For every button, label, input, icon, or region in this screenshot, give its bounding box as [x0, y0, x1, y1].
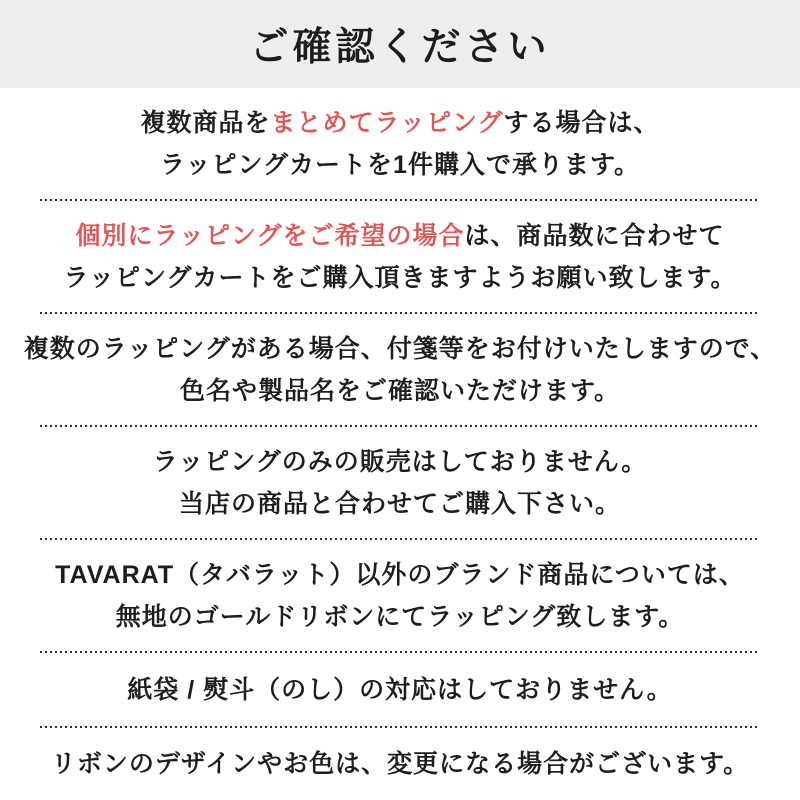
notice-text-segment: リボンのデザインやお色は、変更になる場合がございます。 [50, 750, 750, 778]
notice-section-ribbon-design-change [0, 728, 800, 800]
highlight-red-text: まとめてラッピング [270, 108, 504, 137]
notice-text-segment: ラッピングカートを1件購入で承ります。 [160, 150, 640, 179]
notice-text-segment: 複数のラッピングがある場合、付箋等をお付けいたしますので、 [23, 334, 777, 363]
notice-text-segment: は、商品数に合わせて [464, 221, 725, 250]
notice-section-no-paper-bag-noshi [0, 653, 800, 726]
notice-text-segment: ラッピングカートをご購入頂きますようお願い致します。 [63, 263, 737, 292]
notice-section-no-wrapping-only-sales [0, 427, 800, 538]
notice-line [140, 102, 659, 144]
notice-line [127, 669, 672, 711]
notice-text-segment: 紙袋 / 熨斗（のし）の対応はしておりません。 [127, 675, 673, 704]
notice-header [0, 0, 800, 88]
notice-text-segment: TAVARAT（タバラット）以外のブランド商品については、 [55, 560, 745, 589]
notice-line [160, 144, 640, 186]
notice-text-segment: 当店の商品と合わせてご購入下さい。 [178, 489, 621, 518]
notice-line [75, 215, 724, 257]
notice-text-segment: ラッピングのみの販売はしておりません。 [152, 447, 648, 476]
notice-line [24, 328, 777, 370]
notice-line [180, 370, 620, 412]
notice-line [116, 596, 685, 638]
notice-text-segment: 無地のゴールドリボンにてラッピング致します。 [115, 602, 685, 631]
notice-section-bulk-wrapping [0, 88, 800, 199]
page-title: ご確認ください [249, 26, 551, 69]
notice-line [55, 554, 745, 596]
notice-line [51, 743, 749, 785]
notice-line [63, 257, 736, 299]
notice-text-segment: 色名や製品名をご確認いただけます。 [179, 376, 620, 405]
notice-line [179, 483, 621, 525]
notice-section-individual-wrapping [0, 201, 800, 312]
highlight-red-text: 個別にラッピングをご希望の場合 [75, 221, 465, 250]
notice-section-multiple-wrapping-tags [0, 314, 800, 425]
notice-section-other-brands [0, 540, 800, 651]
notice-text-segment: 複数商品を [140, 108, 271, 137]
notice-text-segment: する場合は、 [503, 108, 660, 137]
notice-line [153, 441, 648, 483]
